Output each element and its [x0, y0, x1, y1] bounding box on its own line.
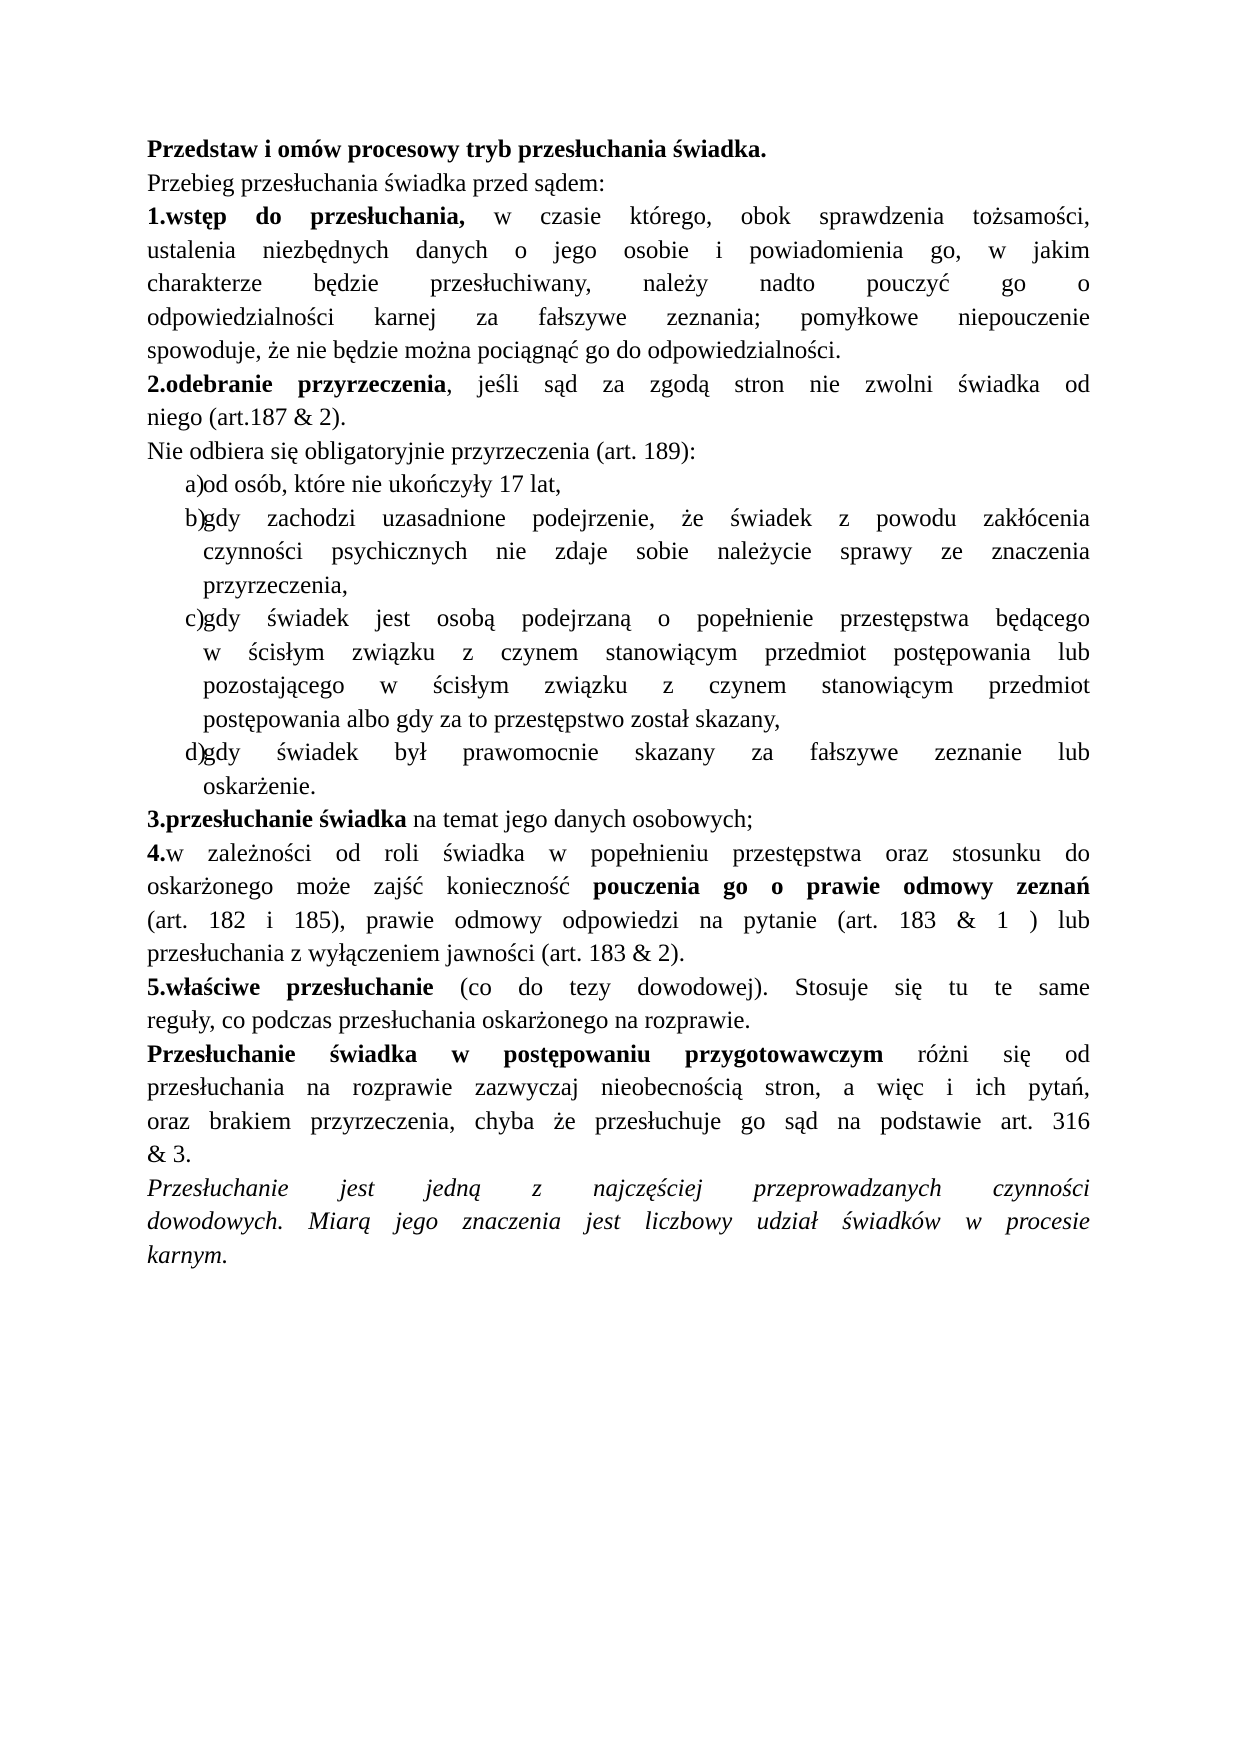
text: (co do tezy dowodowej). Stosuje się tu te same — [433, 973, 1090, 1001]
list-item-line — [147, 468, 1090, 502]
text: przesłuchania na rozprawie zazwyczaj nieobecnością stron, a więc i ich pytań, — [147, 1074, 1090, 1101]
text-line — [147, 1172, 1090, 1206]
italic-text: Przesłuchanie jest jedną z najczęściej przeprowadzanych czynności — [147, 1174, 1090, 1202]
text: reguły, co podczas przesłuchania oskarżonego na rozprawie. — [147, 1007, 751, 1034]
list-label: d) — [185, 739, 206, 766]
list-item-line — [147, 602, 1090, 636]
list-label: c) — [185, 605, 205, 632]
bold-text: 2.odebranie przyrzeczenia — [147, 370, 447, 398]
bold-text: 5.właściwe przesłuchanie — [147, 973, 434, 1001]
text-line — [147, 1105, 1090, 1139]
text-line — [147, 870, 1090, 904]
text: czynności psychicznych nie zdaje sobie należycie sprawy ze znaczenia — [203, 538, 1090, 565]
bold-text: 4. — [147, 839, 166, 867]
text-line — [147, 435, 1090, 469]
text-line — [147, 234, 1090, 268]
text: w czasie którego, obok sprawdzenia tożsamości, — [465, 203, 1090, 230]
text-line — [147, 1038, 1090, 1072]
text: w zależności od roli świadka w popełnieniu przestępstwa oraz stosunku do — [165, 839, 1090, 867]
text: różni się od — [883, 1040, 1090, 1068]
text-line — [147, 1138, 1090, 1172]
text-line — [147, 1205, 1090, 1239]
text: gdy świadek jest osobą podejrzaną o popełnienie przestępstwa będącego — [203, 605, 1090, 632]
text: na temat jego danych osobowych; — [406, 806, 754, 833]
text-line — [147, 334, 1090, 368]
text: gdy zachodzi uzasadnione podejrzenie, że świadek z powodu zakłócenia — [203, 504, 1090, 532]
text: charakterze będzie przesłuchiwany, należy nadto pouczyć go o — [147, 270, 1090, 297]
list-item-line — [147, 569, 1090, 603]
text-line — [147, 1071, 1090, 1105]
text: Nie odbiera się obligatoryjnie przyrzeczenia (art. 189): — [147, 437, 697, 465]
text: (art. 182 i 185), prawie odmowy odpowiedzi na pytanie (art. 183 & 1 ) lub — [147, 906, 1090, 934]
text-line — [147, 167, 1090, 201]
bold-text: 1.wstęp do przesłuchania, — [147, 203, 466, 230]
bold-text: Przesłuchanie świadka w postępowaniu przygotowawczym — [147, 1040, 884, 1068]
text-line — [147, 1004, 1090, 1038]
list-item-line — [147, 669, 1090, 703]
text: od osób, które nie ukończyły 17 lat, — [203, 471, 562, 498]
list-label: a) — [185, 471, 205, 498]
text: odpowiedzialności karnej za fałszywe zeznania; pomyłkowe niepouczenie — [147, 303, 1090, 331]
list-item-line — [147, 502, 1090, 536]
text-line — [147, 1239, 1090, 1273]
bold-text: pouczenia go o prawie odmowy zeznań — [593, 873, 1090, 900]
text: gdy świadek był prawomocnie skazany za fałszywe zeznanie lub — [203, 739, 1090, 766]
text: oskarżonego może zajść konieczność — [147, 873, 594, 900]
bold-text: 3.przesłuchanie świadka — [147, 806, 407, 833]
text: & 3. — [147, 1141, 192, 1168]
list-label: b) — [185, 504, 206, 532]
italic-text: karnym. — [147, 1241, 229, 1269]
text: w ścisłym związku z czynem stanowiącym przedmiot postępowania lub — [203, 638, 1090, 666]
text: oskarżenie. — [203, 772, 317, 800]
text: spowoduje, że nie będzie można pociągnąć go do odpowiedzialności. — [147, 337, 842, 364]
italic-text: dowodowych. Miarą jego znaczenia jest liczbowy udział świadków w procesie — [147, 1208, 1090, 1235]
text: przyrzeczenia, — [203, 571, 349, 599]
list-item-line — [147, 703, 1090, 737]
text: przesłuchania z wyłączeniem jawności (art. 183 & 2). — [147, 940, 685, 967]
text-line — [147, 937, 1090, 971]
bold-text: Przedstaw i omów procesowy tryb przesłuchania świadka. — [147, 136, 767, 163]
text-line — [147, 803, 1090, 837]
text-line — [147, 267, 1090, 301]
text: postępowania albo gdy za to przestępstwo został skazany, — [203, 705, 781, 733]
text-line — [147, 200, 1090, 234]
list-item-line — [147, 535, 1090, 569]
list-item-line — [147, 770, 1090, 804]
document-page — [147, 133, 1090, 1272]
text-line — [147, 401, 1090, 435]
text: , jeśli sąd za zgodą stron nie zwolni świadka od — [446, 370, 1090, 398]
text-line — [147, 368, 1090, 402]
text-line — [147, 301, 1090, 335]
list-item-line — [147, 636, 1090, 670]
document-title — [147, 133, 1090, 167]
text: Przebieg przesłuchania świadka przed sądem: — [147, 169, 606, 197]
text: niego (art.187 & 2). — [147, 404, 347, 431]
text: oraz brakiem przyrzeczenia, chyba że przesłuchuje go sąd na podstawie art. 316 — [147, 1107, 1090, 1135]
list-item-line — [147, 736, 1090, 770]
text: pozostającego w ścisłym związku z czynem stanowiącym przedmiot — [203, 672, 1090, 699]
text: ustalenia niezbędnych danych o jego osobie i powiadomienia go, w jakim — [147, 236, 1090, 264]
text-line — [147, 837, 1090, 871]
text-line — [147, 904, 1090, 938]
text-line — [147, 971, 1090, 1005]
